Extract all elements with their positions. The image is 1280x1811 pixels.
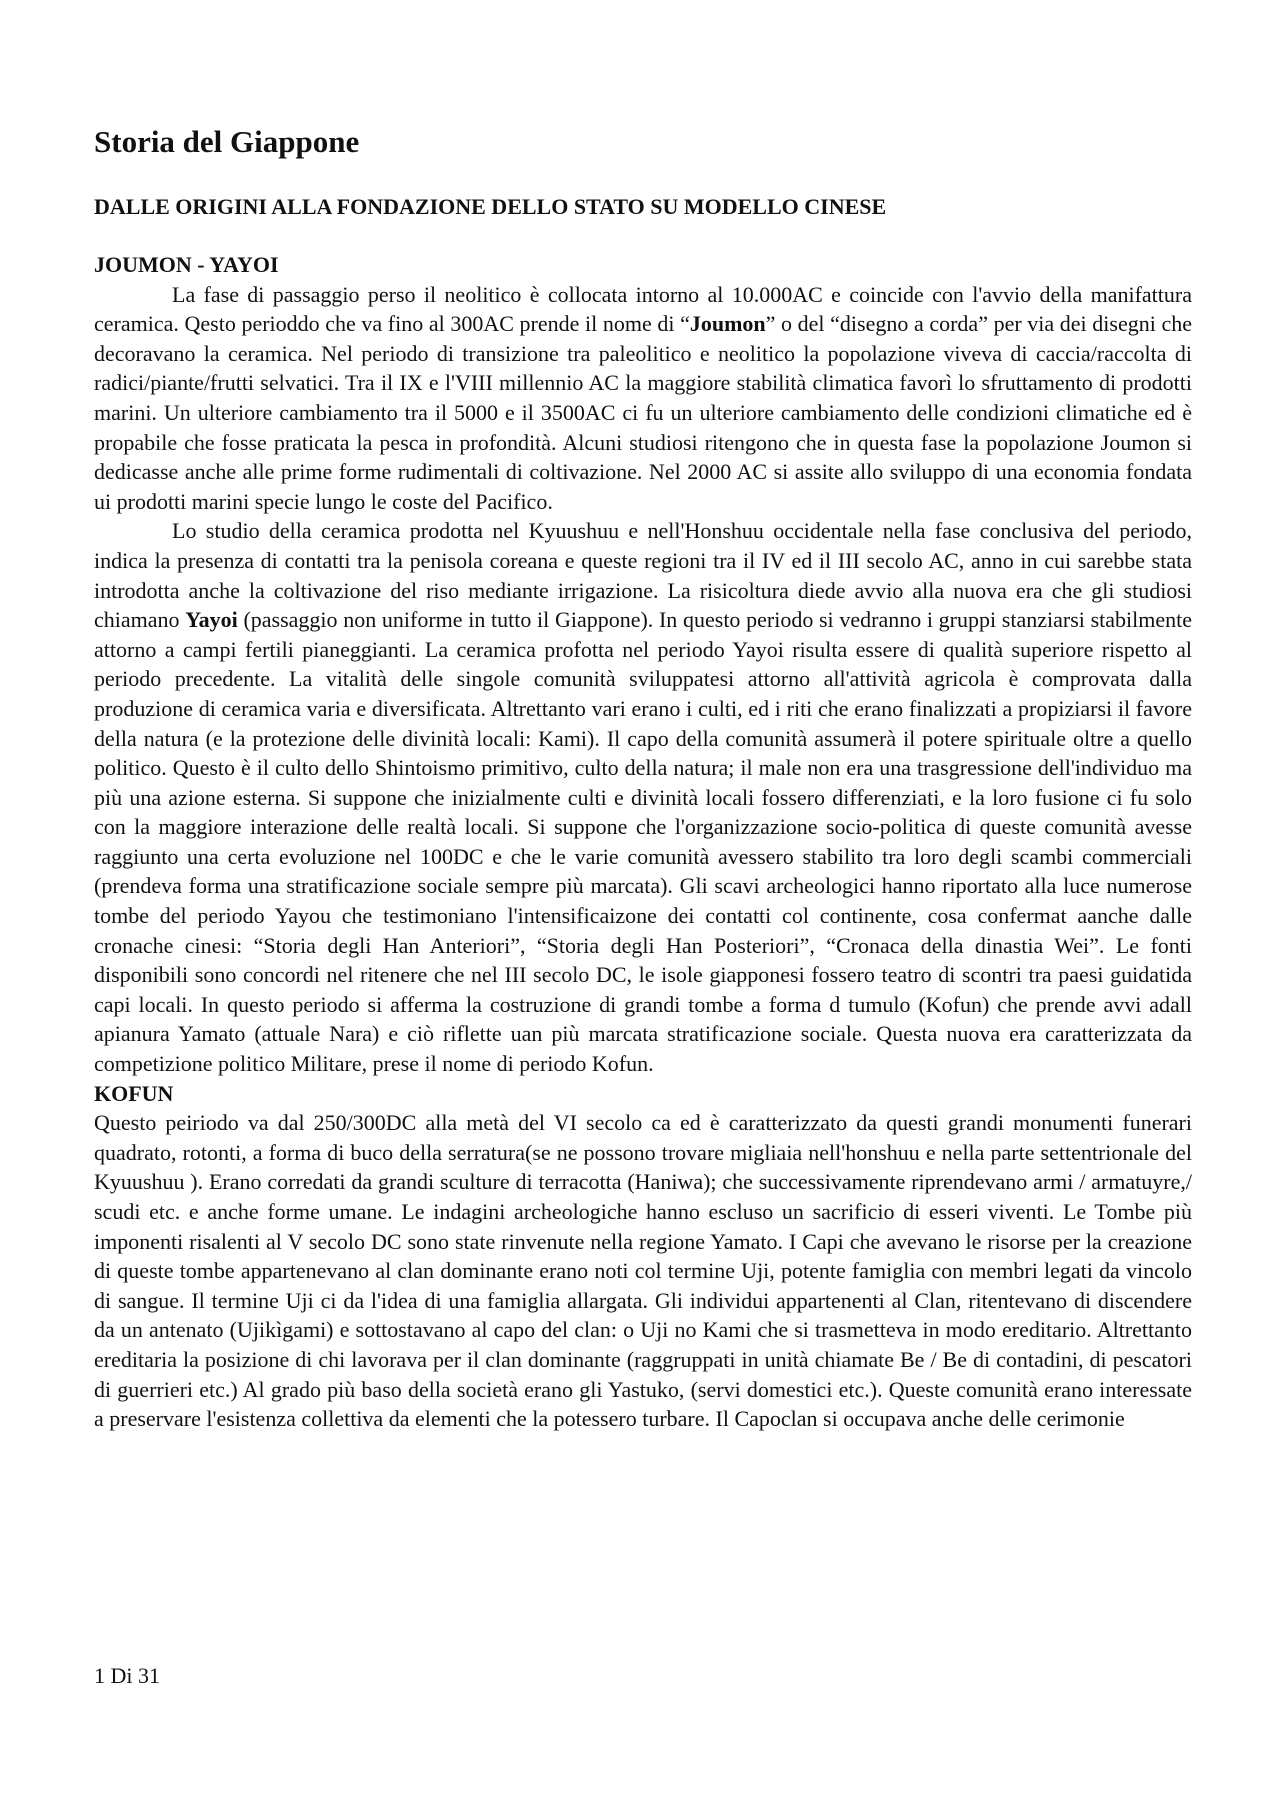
document-title: Storia del Giappone — [94, 124, 360, 159]
section-heading-kofun: KOFUN — [94, 1080, 174, 1106]
section-heading-joumon-yayoi: JOUMON - YAYOI — [94, 252, 279, 277]
document-body — [94, 250, 1192, 1434]
page-number: 1 Di 31 — [94, 1663, 160, 1688]
paragraph-text: ” o del “disegno a corda” per via dei disegni che decoravano la ceramica. Nel periodo di transizione tra paleolitico e neolitico la popolazione viveva di caccia/raccolta di radici/piante/frutti selvatici. Tra il IX e l'VIII millennio AC la maggiore stabilità climatica favorì lo sfruttamento di prodotti marini. Un ulteriore cambiamento tra il 5000 e il 3500AC ci fu un ulteriore cambiamento delle condizioni climatiche ed è propabile che fosse praticata la pesca in profondità. Alcuni studiosi ritengono che in questa fase la popolazione Joumon si dedicasse anche alle prime forme rudimentali di coltivazione. Nel 2000 AC si assite allo sviluppo di una economia fondata ui prodotti marini specie lungo le coste del Pacifico. — [94, 311, 1192, 514]
term-yayoi: Yayoi — [185, 607, 238, 633]
paragraph-yayoi — [94, 516, 1192, 1078]
paragraph-text: Lo studio della ceramica prodotta nel Kyuushuu e nell'Honshuu occidentale nella fase conclusiva del periodo, indica la presenza di contatti tra la penisola coreana e queste regioni tra il IV ed il III secolo AC, anno in cui sarebbe stata introdotta anche la coltivazione del riso mediante irrigazione. La risicoltura diede avvio alla nuova era che gli studiosi chiamano — [94, 518, 1192, 633]
document-subtitle: DALLE ORIGINI ALLA FONDAZIONE DELLO STATO SU MODELLO CINESE — [94, 194, 887, 219]
paragraph-joumon — [94, 280, 1192, 517]
paragraph-text: La fase di passaggio perso il neolitico è collocata intorno al 10.000AC e coincide con l'avvio della manifattura ceramica. Qesto perioddo che va fino al 300AC prende il nome di “ — [94, 281, 1192, 337]
paragraph-text: (passaggio non uniforme in tutto il Giappone). In questo periodo si vedranno i gruppi stanziarsi stabilmente attorno a campi fertili pianeggianti. La ceramica profotta nel periodo Yayoi risulta essere di qualità superiore rispetto al periodo precedente. La vitalità delle singole comunità sviluppatesi attorno all'attività agricola è comprovata dalla produzione di ceramica varia e diversificata. Altrettanto vari erano i culti, ed i riti che erano finalizzati a propiziarsi il favore della natura (e la protezione delle divinità locali: Kami). Il capo della comunità assumerà il potere spirituale oltre a quello politico. Questo è il culto dello Shintoismo primitivo, culto della natura; il male non era una trasgressione dell'individuo ma più una azione esterna. Si suppone che inizialmente culti e divinità locali fossero differenziati, e la loro fusione ci fu solo con la maggiore interazione delle realtà locali. Si suppone che l'organizzazione socio-politica di queste comunità avesse raggiunto una certa evoluzione nel 100DC e che le varie comunità avessero stabilito tra loro degli scambi commerciali (prendeva forma una stratificazione sociale sempre più marcata). Gli scavi archeologici hanno riportato alla luce numerose tombe del periodo Yayou che testimoniano l'intensificaizone dei contatti col continente, cosa confermat aanche dalle cronache cinesi: “Storia degli Han Anteriori”, “Storia degli Han Posteriori”, “Cronaca della dinastia Wei”. Le fonti disponibili sono concordi nel ritenere che nel III secolo DC, le isole giapponesi fossero teatro di scontri tra paesi guidatida capi locali. In questo periodo si afferma la costruzione di grandi tombe a forma d tumulo (Kofun) che prende avvi adall apianura Yamato (attuale Nara) e ciò riflette uan più marcata stratificazione sociale. Questa nuova era caratterizzata da competizione politico Militare, prese il nome di periodo Kofun. — [94, 607, 1192, 1077]
paragraph-kofun: Questo peiriodo va dal 250/300DC alla metà del VI secolo ca ed è caratterizzato da questi grandi monumenti funerari quadrato, rotonti, a forma di buco della serratura(se ne possono trovare migliaia nell'honshuu e nella parte settentrionale del Kyuushuu ). Erano corredati da grandi sculture di terracotta (Haniwa); che successivamente riprendevano armi / armatuyre,/ scudi etc. e anche forme umane. Le indagini archeologiche hanno escluso un sacrificio di esseri viventi. Le Tombe più imponenti risalenti al V secolo DC sono state rinvenute nella regione Yamato. I Capi che avevano le risorse per la creazione di queste tombe appartenevano al clan dominante erano noti col termine Uji, potente famiglia con membri legati da vincolo di sangue. Il termine Uji ci da l'idea di una famiglia allargata. Gli individui appartenenti al Clan, ritentevano di discendere da un antenato (Ujikìgami) e sottostavano al capo del clan: o Uji no Kami che si trasmetteva in modo ereditario. Altrettanto ereditaria la posizione di chi lavorava per il clan dominante (raggruppati in unità chiamate Be / Be di contadini, di pescatori di guerrieri etc.) Al grado più baso della società erano gli Yastuko, (servi domestici etc.). Queste comunità erano interessate a preservare l'esistenza collettiva da elementi che la potessero turbare. Il Capoclan si occupava anche delle cerimonie — [94, 1110, 1192, 1432]
term-joumon: Joumon — [689, 311, 766, 337]
